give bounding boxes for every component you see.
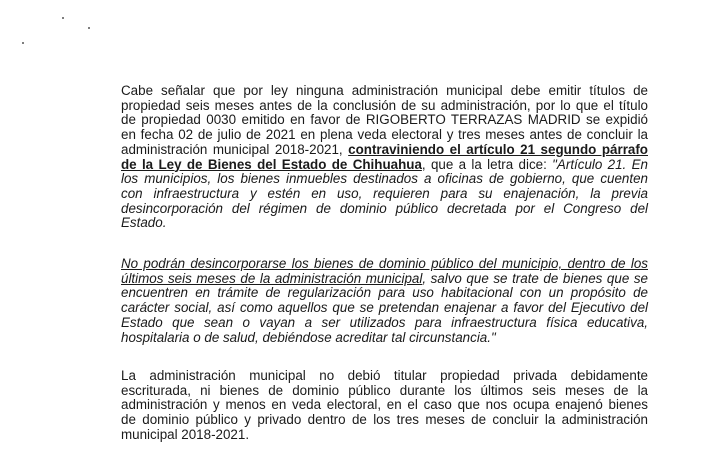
paragraph-2-line [121, 285, 648, 300]
text: de propiedad 0030 emitido en favor de RIGOBERTO TERRAZAS MADRID se expidió [121, 112, 648, 128]
text: propiedad seis meses antes de la conclusión de su administración, por lo que el título [121, 97, 648, 113]
italic-text: "Artículo 21. En [552, 156, 648, 172]
paragraph-3-line [121, 383, 648, 398]
italic-text: los municipios, los bienes inmuebles destinados a oficinas de gobierno, que cuenten [121, 171, 648, 187]
italic-underlined-text: No podrán desincorporarse los bienes de dominio público del municipio, dentro de los [121, 256, 648, 271]
paragraph-1-line [121, 112, 648, 127]
text: de dominio público y privado dentro de los tres meses de concluir la administración [121, 412, 648, 428]
paragraph-1-line [121, 171, 648, 186]
bold-underlined-text: de la Ley de Bienes del Estado de Chihuahua [121, 156, 422, 172]
scan-speck [88, 27, 90, 29]
italic-text: desincorporación del régimen de dominio público decretada por el Congreso del [121, 200, 648, 216]
paragraph-3-line [121, 427, 648, 442]
paragraph-2-line [121, 271, 648, 286]
paragraph-1-line [121, 83, 648, 98]
paragraph-3-line [121, 412, 648, 427]
paragraph-2-line [121, 315, 648, 330]
scan-speck [22, 42, 24, 44]
paragraph-1-line [121, 157, 648, 172]
italic-text: carácter social, así como aquellos que se pretendan enajenar a favor del Ejecutivo del [121, 300, 648, 316]
paragraph-2-line [121, 330, 648, 345]
paragraph-2-line [121, 256, 648, 271]
scan-speck [62, 17, 64, 19]
italic-text: con infraestructura y estén en uso, requieren para su enajenación, la previa [121, 185, 648, 201]
text: municipal 2018-2021. [121, 426, 250, 442]
italic-text: Estado. [121, 215, 167, 231]
bold-underlined-text: contraviniendo el artículo 21 segundo párrafo [348, 141, 648, 157]
paragraph-3-line [121, 397, 648, 412]
paragraph-1-line [121, 142, 648, 157]
text: , que a la letra dice: [421, 156, 553, 172]
italic-text: , salvo que se trate de bienes que se [422, 270, 648, 286]
italic-underlined-text: últimos seis meses de la administración municipal [121, 270, 423, 286]
text: escriturada, ni bienes de dominio público durante los últimos seis meses de la [121, 382, 648, 398]
paragraph-1-line [121, 98, 648, 113]
paragraph-2-line [121, 300, 648, 315]
italic-text: hospitalaria o de salud, debiéndose acreditar tal circunstancia." [121, 329, 496, 345]
paragraph-1-line [121, 186, 648, 201]
text: en fecha 02 de julio de 2021 en plena veda electoral y tres meses antes de concluir la [121, 127, 648, 143]
text: Cabe señalar que por ley ninguna administración municipal debe emitir títulos de [121, 83, 648, 98]
text: administración municipal 2018-2021, [121, 141, 349, 157]
italic-text: encuentren en trámite de regularización para uso habitacional con un propósito de [121, 285, 648, 301]
text: La administración municipal no debió titular propiedad privada debidamente [121, 368, 648, 383]
paragraph-1-line [121, 201, 648, 216]
text: administración y menos en veda electoral, en el caso que nos ocupa enajenó bienes [121, 397, 648, 413]
paragraph-1-line [121, 215, 648, 230]
paragraph-3-line [121, 368, 648, 383]
paragraph-1-line [121, 127, 648, 142]
italic-text: Estado que sean o vayan a ser utilizados para infraestructura física educativa, [121, 314, 648, 330]
